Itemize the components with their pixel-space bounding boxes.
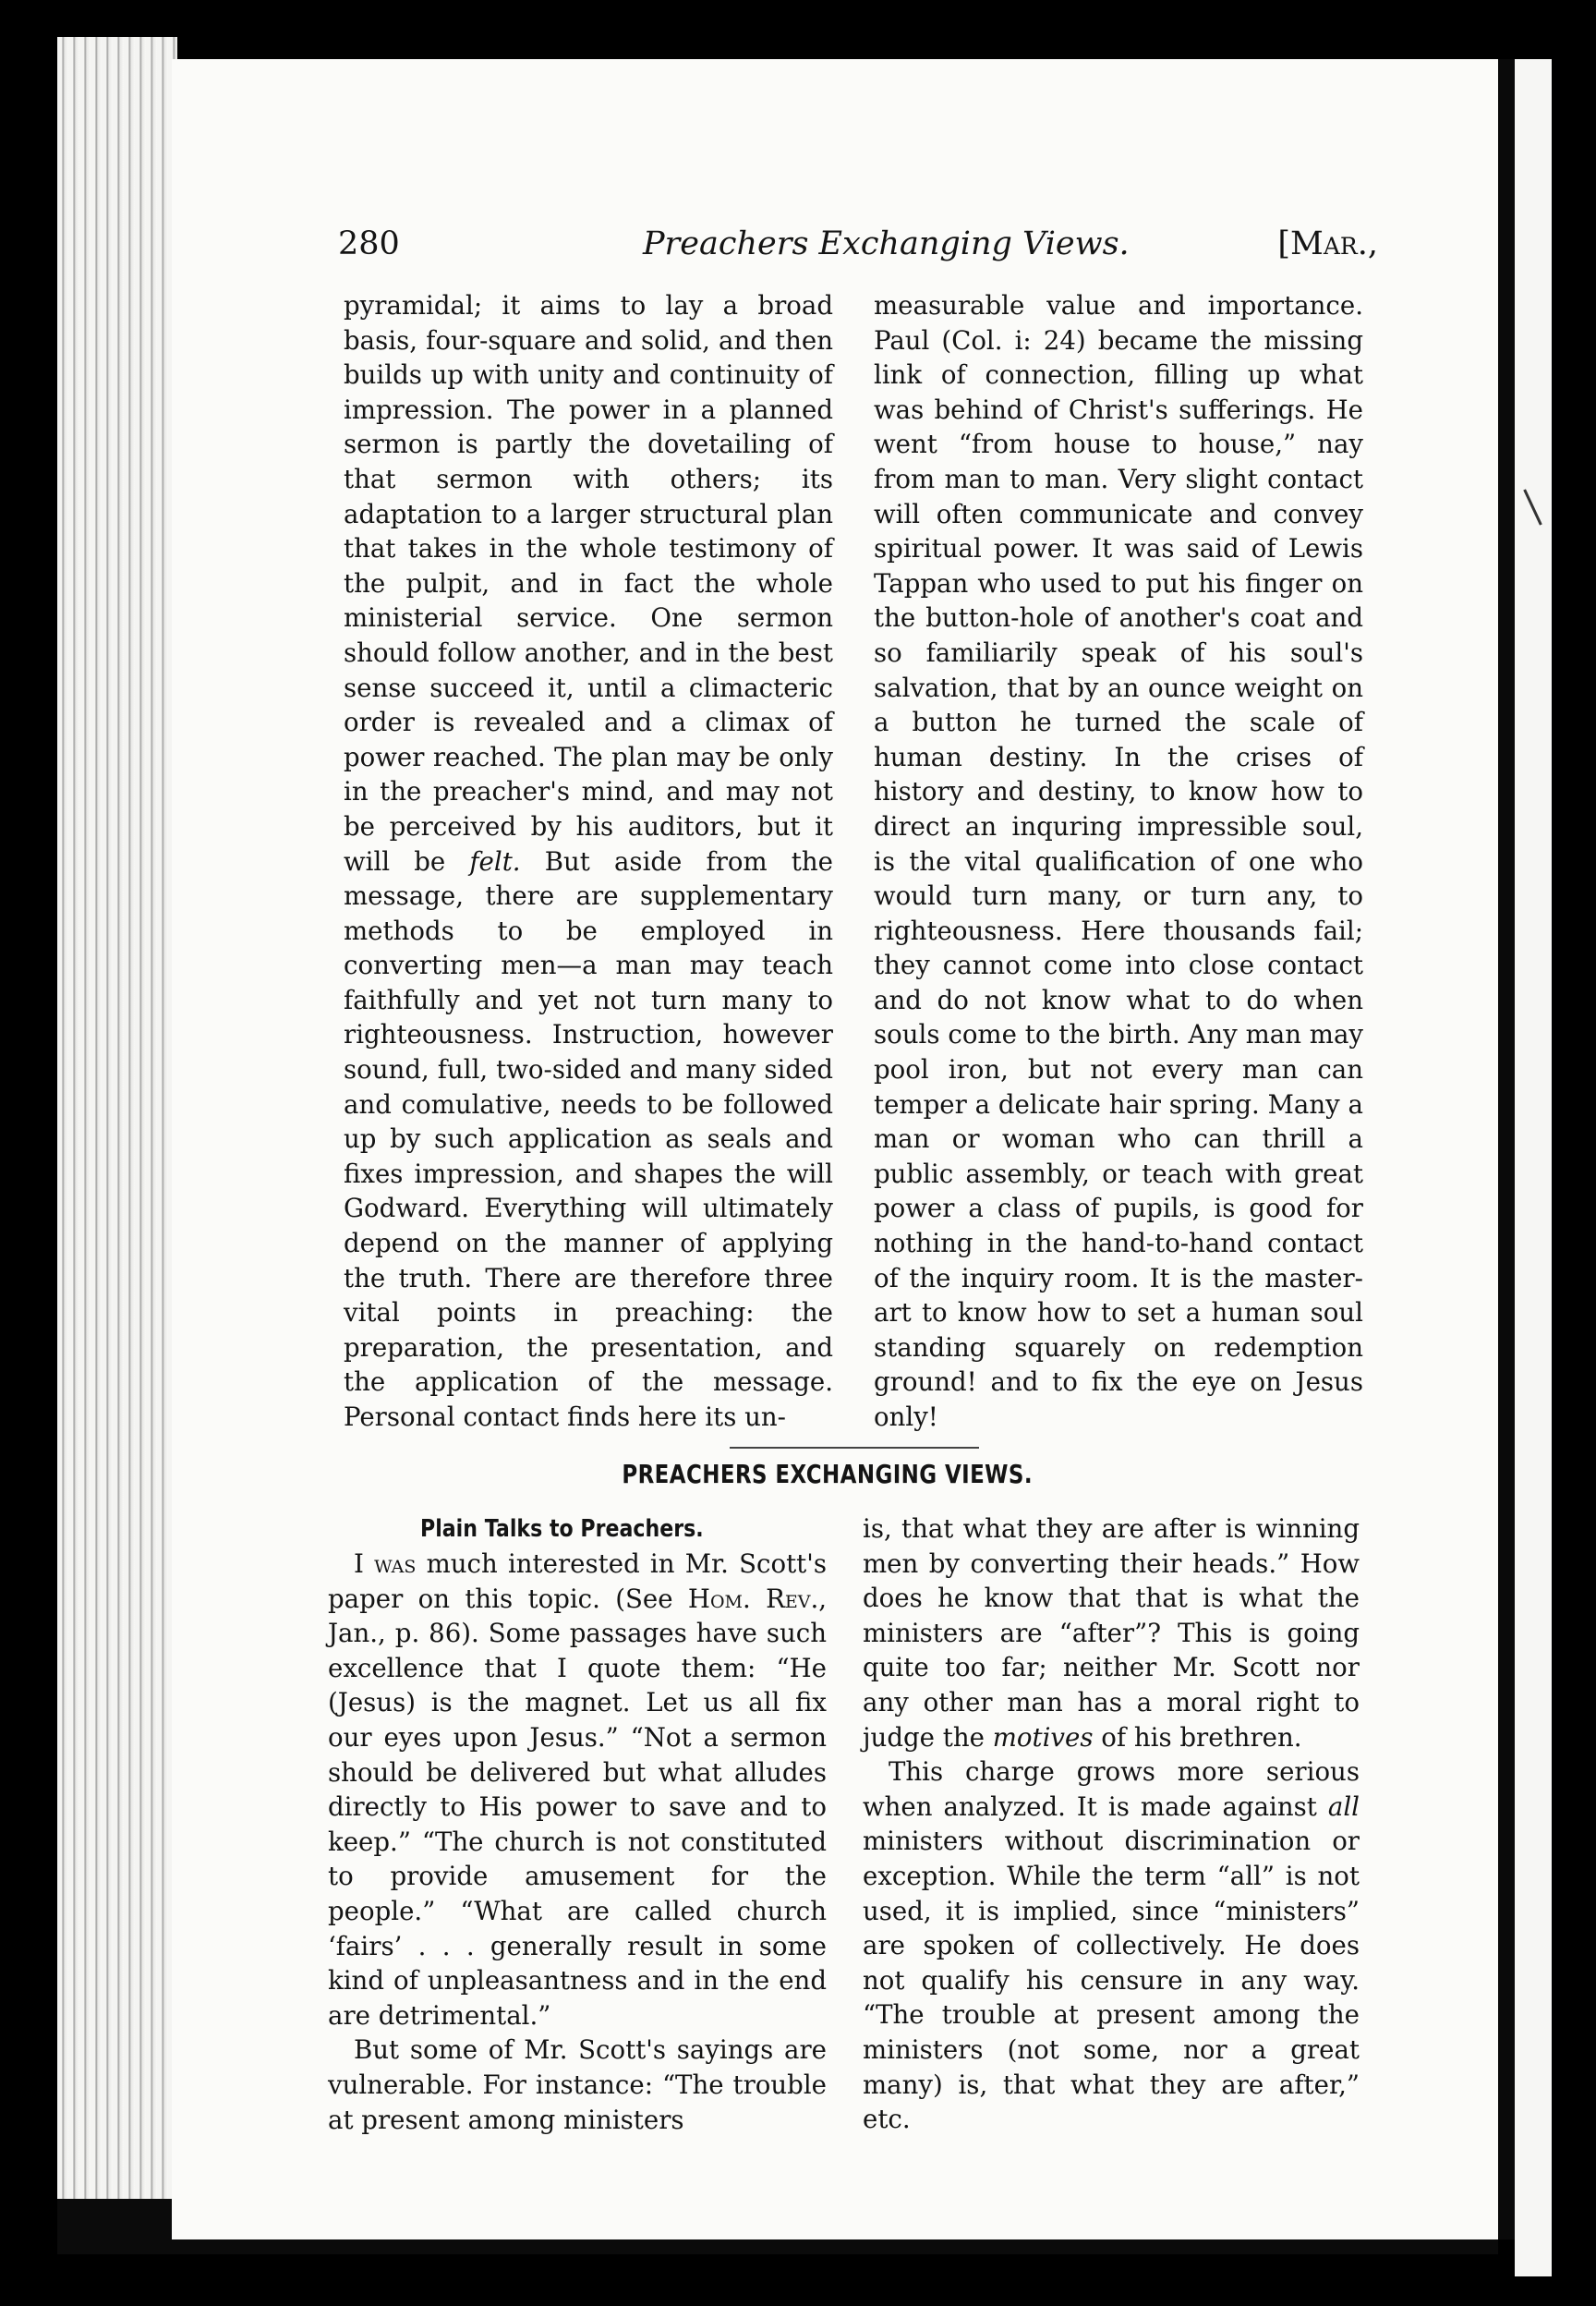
lower-right-column xyxy=(863,1511,1360,2137)
emphasis-felt: felt. xyxy=(469,845,521,877)
lower-left-column xyxy=(328,1547,827,2137)
running-date: [Mar., xyxy=(1277,225,1378,262)
running-header xyxy=(338,218,1378,270)
upper-left-text-end: But aside from the message, there are supplementary methods to be employed in converting men—a man may teach faithfully and yet not turn many to righteousness. Instruction, however sound, full, two-sided and many sided and comulative, needs to be followed up by such application as seals and fixes impression, and shapes the will Godward. Everything will ultimately depend on the manner of applying the truth. There are therefore three vital points in preaching: the preparation, the presentation, and the application of the message. Personal contact finds here its un- xyxy=(344,845,833,1432)
emphasis-all: all xyxy=(1327,1790,1360,1822)
emphasis-motives: motives xyxy=(992,1721,1094,1753)
lower-left-paragraph-1 xyxy=(328,1547,827,2033)
upper-left-text: pyramidal; it aims to lay a broad basis, four-square and solid, and then builds up with unity and continuity of impression. The power in a planned sermon is partly the dovetailing of that sermon with others; its adaptation to a larger structural plan that takes in the whole testimony of the pulpit, and in fact the whole ministerial service. One sermon should follow another, and in the best sense succeed it, until a climacteric order is revealed and a climax of power reached. The plan may be only in the preacher's mind, and may not be perceived by his auditors, but it will be xyxy=(344,290,833,877)
section-heading: PREACHERS EXCHANGING VIEWS. xyxy=(622,1459,1033,1489)
lower-right-paragraph-1 xyxy=(863,1511,1360,1754)
journal-reference: Hom. Rev., xyxy=(687,1583,827,1614)
next-page-edge xyxy=(1515,59,1552,2276)
scan-top-border xyxy=(0,0,1596,67)
small-caps-was: was xyxy=(374,1548,417,1579)
running-title: Preachers Exchanging Views. xyxy=(643,225,1130,262)
gutter-shadow xyxy=(1498,59,1515,2239)
upper-left-paragraph xyxy=(344,288,833,1435)
lower-left-paragraph-2: But some of Mr. Scott's sayings are vulnerable. For instance: “The trouble at present among ministers xyxy=(328,2034,827,2135)
lower-right-paragraph-2 xyxy=(863,1754,1360,2137)
upper-left-column xyxy=(344,288,833,1435)
text-segment: of his brethren. xyxy=(1093,1721,1302,1753)
upper-right-paragraph: measurable value and importance. Paul (Col. i: 24) became the missing link of connection, filling up what was behind of Christ's sufferings. He went “from house to house,” nay from man to man. Very slight contact will often communicate and convey spiritual power. It was said of Lewis Tappan who used to put his finger on the button-hole of another's coat and so familiarily speak of his soul's salvation, that by an ounce weight on a button he turned the scale of human destiny. In the crises of history and destiny, to know how to direct an inquring impressible soul, is the vital qualification of one who would turn many, or turn any, to righteousness. Here thousands fail; they cannot come into close contact and do not know what to do when souls come to the birth. Any man may pool iron, but not every man can temper a delicate hair spring. Many a man or woman who can thrill a public assembly, or teach with great power a class of pupils, is good for nothing in the hand-to-hand contact of the inquiry room. It is the master-art to know how to set a human soul standing squarely on redemption ground! and to fix the eye on Jesus only! xyxy=(874,290,1363,1432)
upper-right-column xyxy=(874,288,1363,1435)
text-segment: much interested in Mr. Scott's paper on this topic. (See xyxy=(328,1548,827,1614)
text-segment: Jan., p. 86). Some passages have such excellence that I quote them: “He (Jesus) is the magnet. Let us all fix our eyes upon Jesus.” “Not a sermon should be delivered but what alludes directly to His power to save and to keep.” “The church is not constituted to provide amusement for the people.” “What are called church ‘fairs’ . . . generally result in some kind of unpleasantness and in the end are detrimental.” xyxy=(328,1618,827,2031)
book-page-edges xyxy=(57,37,177,2245)
text-segment: ministers without discrimination or exception. While the term “all” is not used, it is implied, since “ministers” are spoken of collectively. He does not qualify his censure in any way. “The trouble at present among the ministers (not some, nor a great many) is, that what they are after,” etc. xyxy=(863,1826,1360,2135)
text-segment: is, that what they are after is winning men by converting their heads.” How does he know that that is what the ministers are “after”? This is going quite too far; neither Mr. Scott nor any other man has a moral right to judge the xyxy=(863,1513,1360,1753)
page-number: 280 xyxy=(338,225,400,262)
section-divider xyxy=(730,1447,979,1449)
article-title: Plain Talks to Preachers. xyxy=(420,1515,704,1543)
dropcap-text: I xyxy=(354,1548,375,1579)
text-segment: This charge grows more serious when analyzed. It is made against xyxy=(863,1756,1360,1822)
